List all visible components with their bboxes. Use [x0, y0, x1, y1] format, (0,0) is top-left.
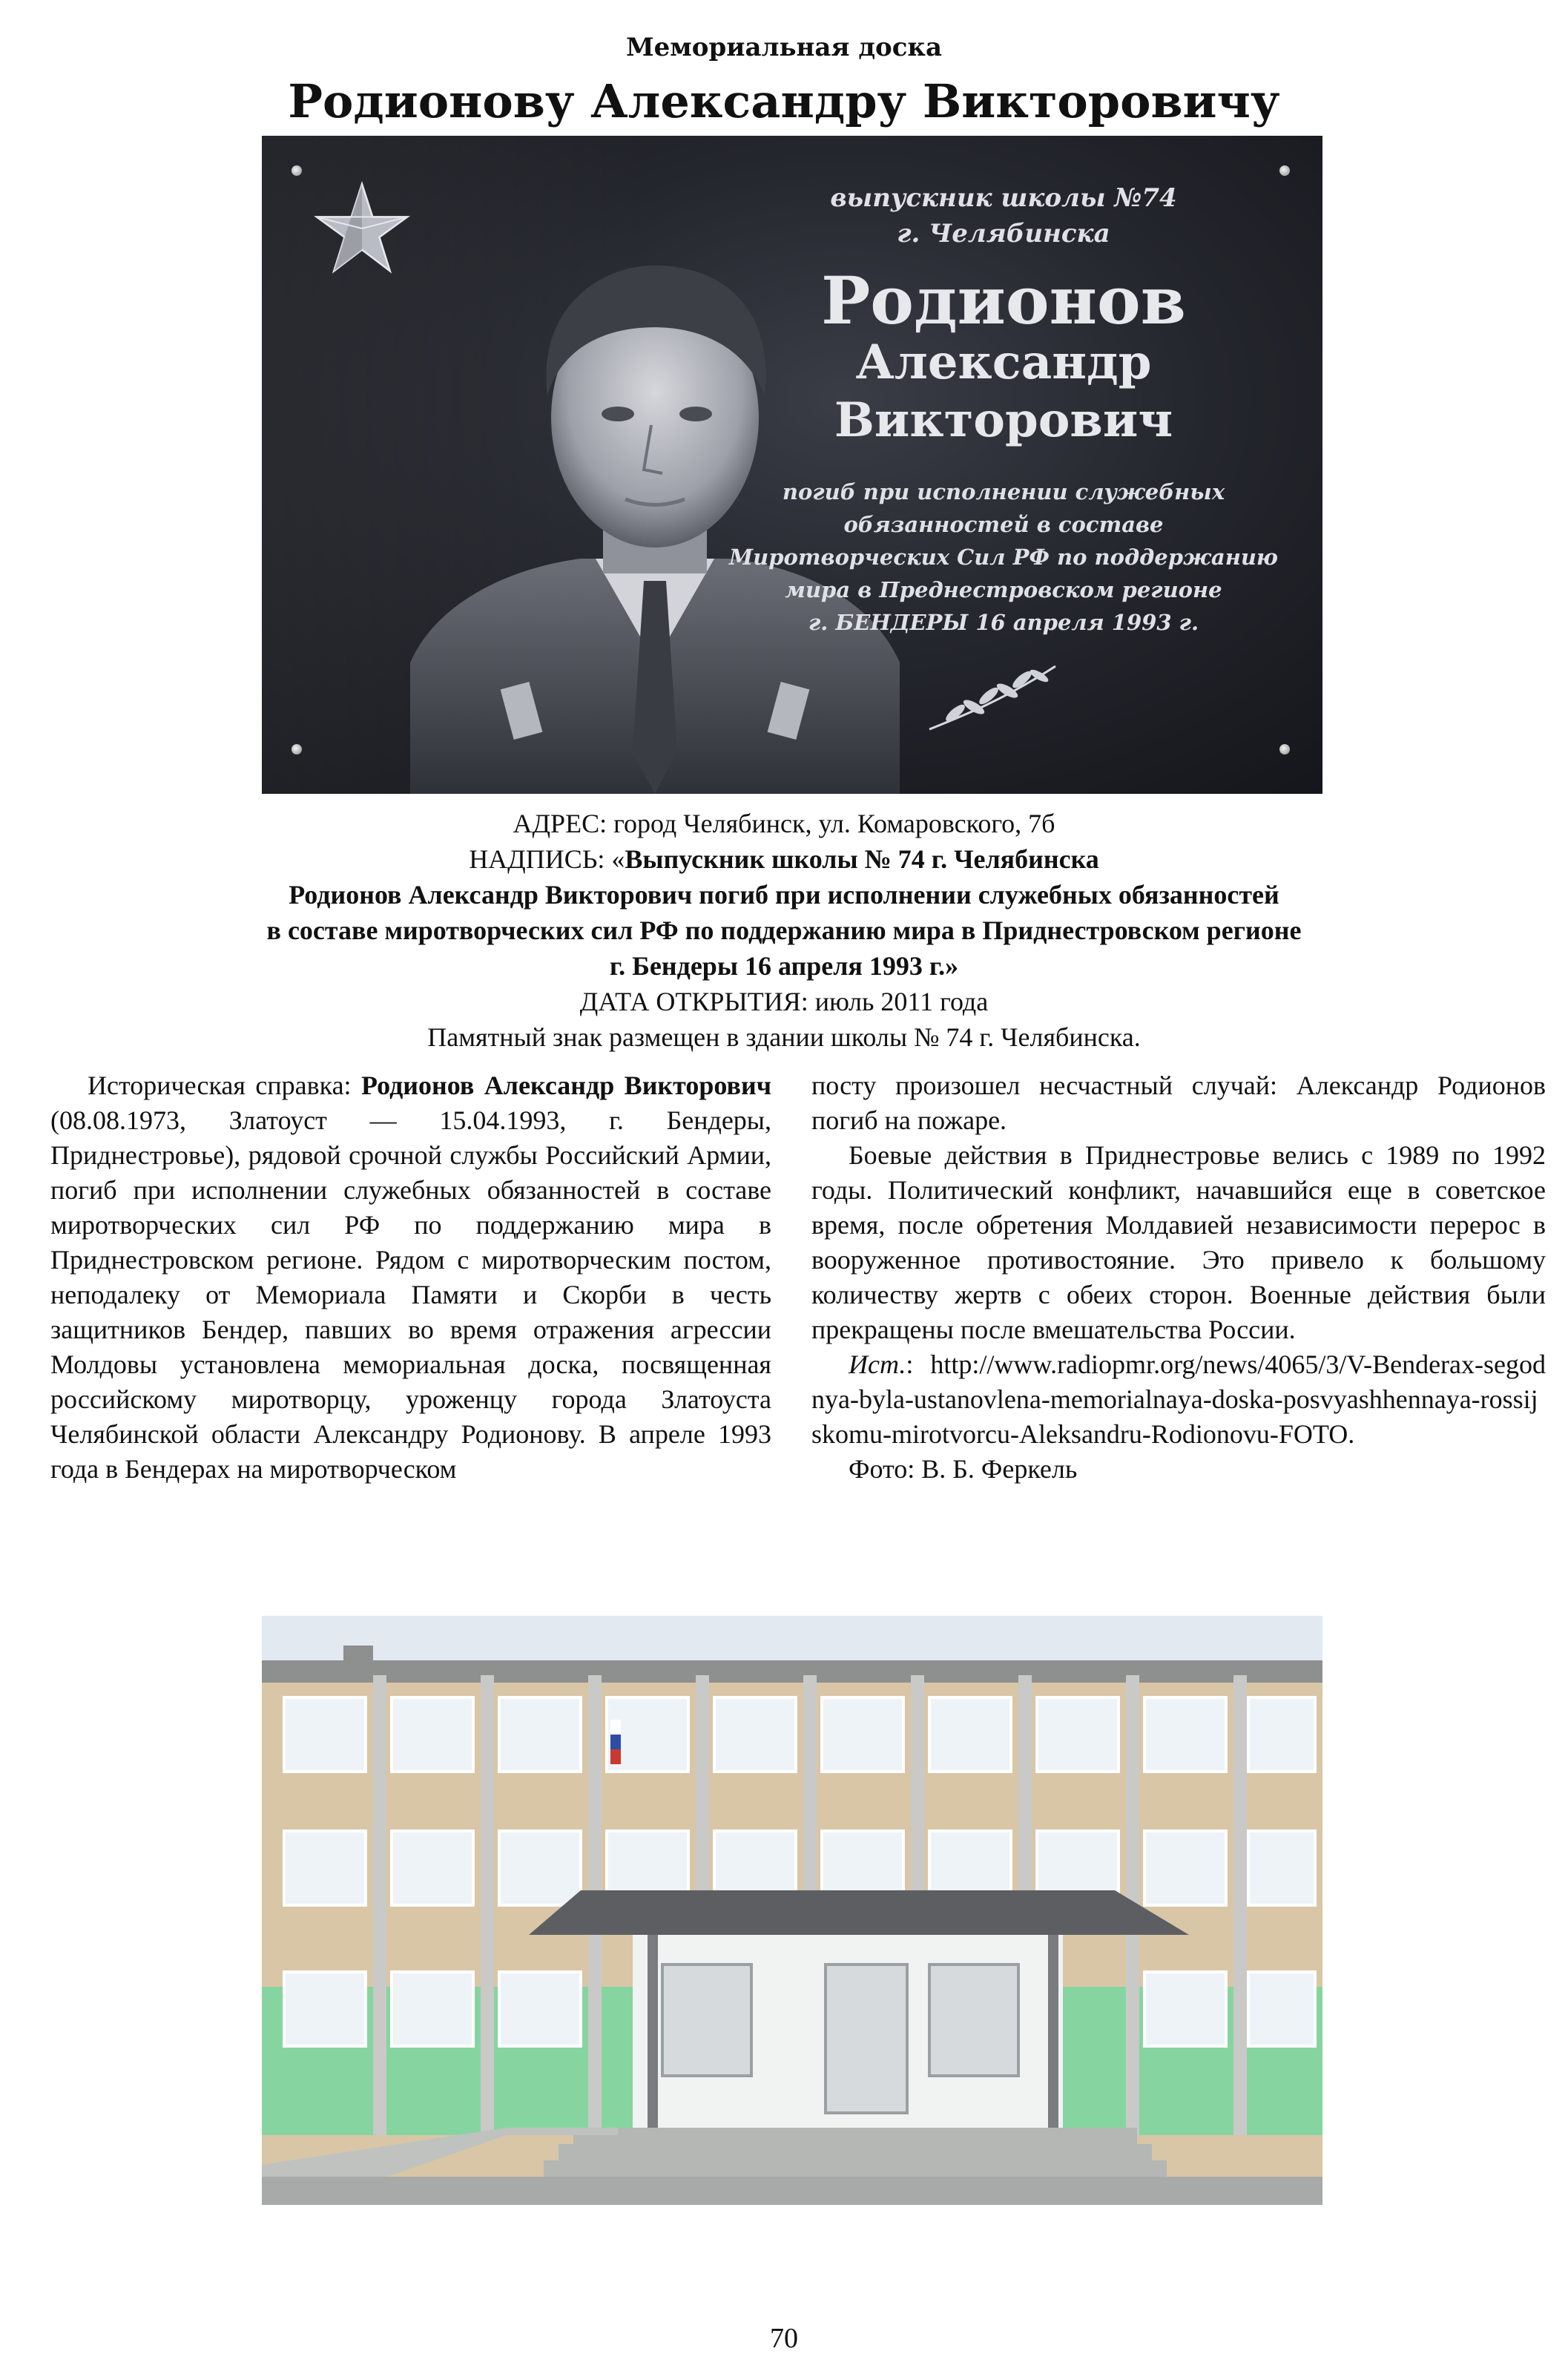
article-paragraph: посту произошел несчастный случай: Александр Родионов погиб на пожаре.	[811, 1071, 1546, 1135]
plaque-body-line: обязанностей в составе	[843, 512, 1164, 537]
address-line	[0, 806, 1568, 841]
school-facade-illustration	[262, 1616, 1322, 2205]
plaque-first-name: Александр	[855, 335, 1152, 390]
screw-bottom-left-icon	[291, 744, 302, 754]
plaque-surname: Родионов	[821, 262, 1186, 339]
intro-name: Родионов Александр Викторович	[361, 1071, 771, 1100]
article-paragraph: Боевые действия в Приднестровье велись с 1989 по 1992 годы. Политический конфликт, начавшийся еще в советское время, после обретения Молдавией независимости перерос в вооруженное противостояние. Это привело к большому количеству жертв с обеих сторон. Военные действия были прекращены после вмешательства России.	[811, 1140, 1546, 1344]
plaque-info	[0, 806, 1568, 1055]
paragraph1-text: (08.08.1973, Златоуст — 15.04.1993, г. Бендеры, Приднестровье), рядовой срочной службы Российский Армии, погиб при исполнении служебных обязанностей в составе миротворческих сил РФ по поддержанию мира в Приднестровском регионе. Рядом с миротворческим постом, неподалеку от Мемориала Памяти и Скорби в честь защитников Бендер, павших во время отражения агрессии Молдовы установлена мемориальная доска, посвященная российскому миротворцу, уроженцу города Златоуста Челябинской области Александру Родионову. В апреле 1993 года в Бендерах на миротворческом	[50, 1105, 771, 1484]
inscription-text: в составе миротворческих сил РФ по поддержанию мира в Приднестровском регионе	[266, 915, 1302, 945]
inscription-text: Родионов Александр Викторович погиб при исполнении служебных обязанностей	[289, 880, 1279, 910]
laurel-branch-icon	[922, 655, 1063, 737]
address-label: АДРЕС:	[513, 809, 607, 838]
plaque-school-line	[722, 180, 1285, 251]
document-supertitle: Мемориальная доска	[625, 33, 943, 62]
article-paragraph	[50, 1068, 771, 1487]
opening-date-line	[0, 984, 1568, 1019]
plaque-body-line: мира в Преднестровском регионе	[785, 577, 1222, 602]
opening-label: ДАТА ОТКРЫТИЯ:	[579, 987, 808, 1016]
screw-top-left-icon	[291, 165, 302, 176]
inscription-text: Выпускник школы № 74 г. Челябинска	[625, 844, 1099, 874]
plaque-school-line1: выпускник школы №74	[830, 183, 1177, 213]
plaque-school-line2: г. Челябинска	[897, 219, 1110, 249]
location-note: Памятный знак размещен в здании школы № 74 г. Челябинска.	[427, 1022, 1141, 1052]
address-value: город Челябинск, ул. Комаровского, 7б	[607, 809, 1055, 838]
source-label: Ист.	[849, 1349, 906, 1379]
inscription-line	[0, 841, 1568, 877]
plaque-body-line: г. БЕНДЕРЫ 16 апреля 1993 г.	[808, 610, 1199, 635]
screw-bottom-right-icon	[1279, 744, 1290, 754]
memorial-plaque-photo	[262, 136, 1322, 794]
opening-value: июль 2011 года	[808, 987, 989, 1016]
source-url: : http://www.radiopmr.org/news/4065/3/V-Benderax-segodnya-byla-ustanovlena-memorialnaya-doska-posvyashhennaya-rossijskomu-mirotvorcu-Aleksandru-Rodionovu-FOTO.	[811, 1349, 1546, 1449]
plaque-inscription	[722, 476, 1285, 639]
source-paragraph	[811, 1347, 1546, 1452]
photo-credit: Фото: В. Б. Феркель	[849, 1454, 1078, 1484]
plaque-body-line: погиб при исполнении служебных	[782, 479, 1225, 504]
screw-top-right-icon	[1279, 165, 1290, 176]
plaque-patronymic: Викторович	[834, 392, 1173, 448]
intro-label: Историческая справка:	[88, 1071, 362, 1100]
document-title: Родионову Александру Викторовичу	[288, 74, 1280, 128]
page-number: 70	[770, 2323, 798, 2354]
star-icon	[314, 180, 410, 277]
article-column-right	[811, 1068, 1546, 1487]
inscription-label: НАДПИСЬ: «	[469, 844, 625, 874]
article-column-left	[50, 1068, 771, 1487]
school-building-photo	[262, 1616, 1322, 2205]
inscription-text: г. Бендеры 16 апреля 1993 г.»	[609, 951, 959, 981]
plaque-body-line: Миротворческих Сил РФ по поддержанию	[729, 545, 1278, 570]
